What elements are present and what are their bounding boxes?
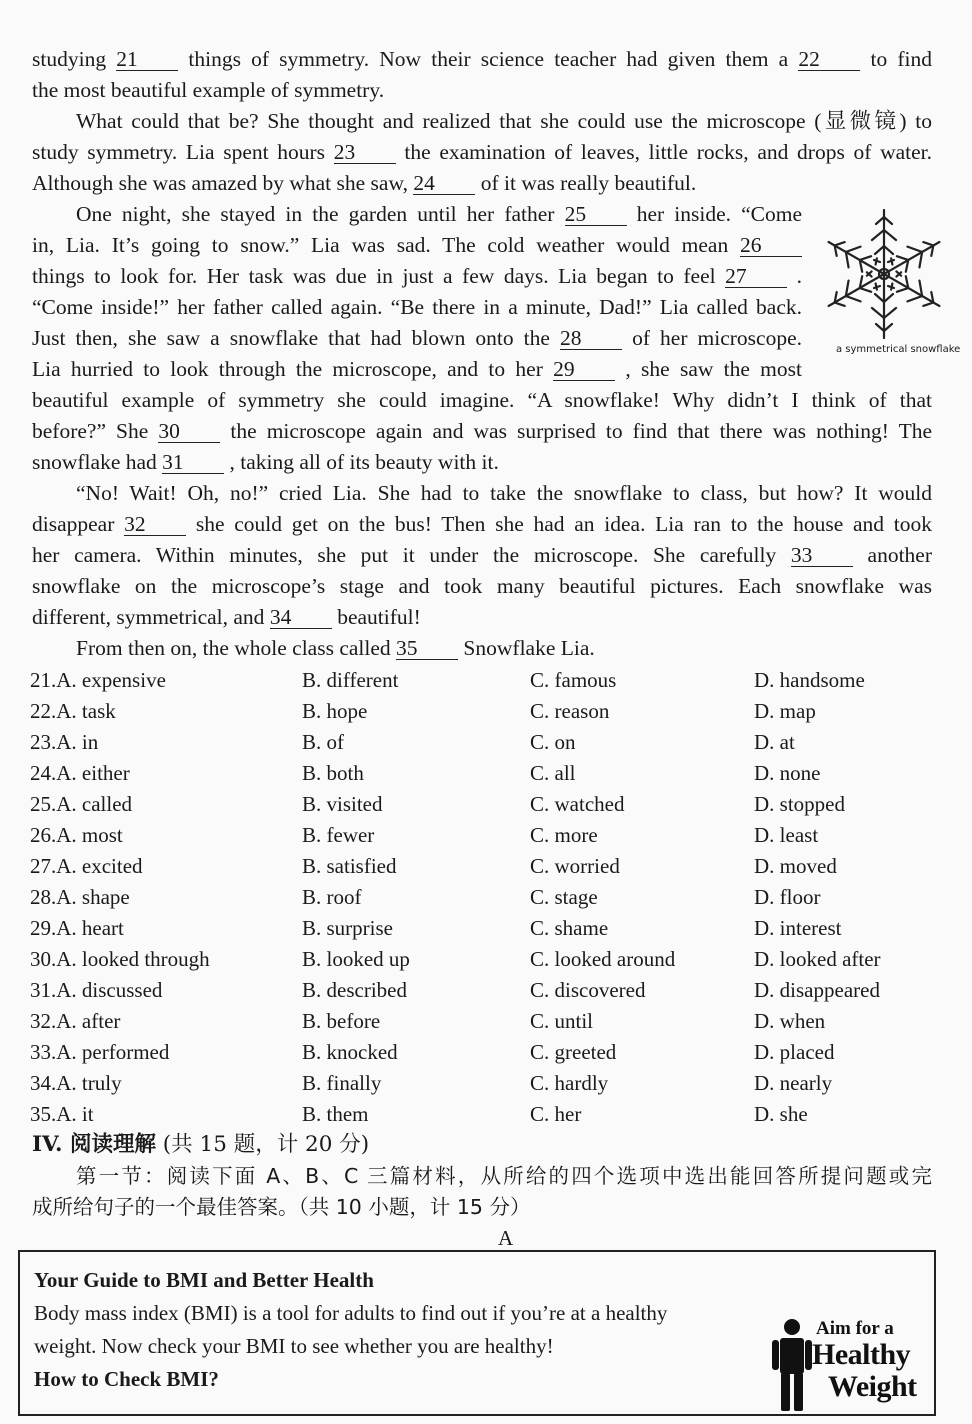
option-30-a: 30.A. looked through bbox=[30, 947, 210, 971]
option-32-c: C. until bbox=[530, 1009, 594, 1033]
option-27-b: B. satisfied bbox=[302, 854, 397, 878]
option-35-b: B. them bbox=[302, 1102, 369, 1126]
option-33-b: B. knocked bbox=[302, 1040, 398, 1064]
passage-line-10: Just then, she saw a snowflake that had blown onto the 28 of her microscope. bbox=[32, 326, 803, 350]
option-25-c: C. watched bbox=[530, 792, 625, 816]
blank-25: 25 bbox=[565, 203, 627, 226]
passage-line-11: Lia hurried to look through the microscope, and to her 29 , she saw the most bbox=[32, 357, 802, 381]
healthy-weight-logo bbox=[770, 1318, 930, 1414]
logo-text-healthy: Healthy bbox=[812, 1338, 911, 1371]
passage-line-9: “Come inside!” her father called again. “Be there in a minute, Dad!” Lia called back. bbox=[32, 295, 802, 319]
blank-35: 35 bbox=[396, 637, 458, 660]
option-30-c: C. looked around bbox=[530, 947, 676, 971]
passage-letter: A bbox=[498, 1226, 514, 1250]
option-29-a: 29.A. heart bbox=[30, 916, 124, 940]
option-31-d: D. disappeared bbox=[754, 978, 880, 1002]
option-21-b: B. different bbox=[302, 668, 399, 692]
passage-line-17: her camera. Within minutes, she put it under the microscope. She carefully 33 another bbox=[32, 543, 932, 567]
blank-33: 33 bbox=[791, 544, 853, 567]
blank-32: 32 bbox=[124, 513, 186, 536]
blank-22: 22 bbox=[798, 48, 860, 71]
option-33-a: 33.A. performed bbox=[30, 1040, 170, 1064]
option-35-c: C. her bbox=[530, 1102, 582, 1126]
option-29-b: B. surprise bbox=[302, 916, 393, 940]
option-30-b: B. looked up bbox=[302, 947, 410, 971]
passage-line-1: studying 21 things of symmetry. Now their science teacher had given them a 22 to find bbox=[32, 47, 933, 71]
blank-24: 24 bbox=[413, 172, 475, 195]
option-31-a: 31.A. discussed bbox=[30, 978, 163, 1002]
option-21-d: D. handsome bbox=[754, 668, 865, 692]
option-25-a: 25.A. called bbox=[30, 792, 133, 816]
option-34-c: C. hardly bbox=[530, 1071, 609, 1095]
option-25-d: D. stopped bbox=[754, 792, 845, 816]
option-27-d: D. moved bbox=[754, 854, 837, 878]
option-26-c: C. more bbox=[530, 823, 598, 847]
option-23-b: B. of bbox=[302, 730, 344, 754]
blank-29: 29 bbox=[553, 358, 615, 381]
option-28-d: D. floor bbox=[754, 885, 821, 909]
blank-23: 23 bbox=[334, 141, 396, 164]
option-24-d: D. none bbox=[754, 761, 821, 785]
option-26-a: 26.A. most bbox=[30, 823, 123, 847]
option-22-c: C. reason bbox=[530, 699, 610, 723]
option-27-c: C. worried bbox=[530, 854, 620, 878]
logo-text-aim: Aim for a bbox=[816, 1318, 894, 1339]
passage-line-8: things to look for. Her task was due in just a few days. Lia began to feel 27 . bbox=[32, 264, 802, 288]
bmi-subheading: How to Check BMI? bbox=[34, 1367, 219, 1391]
passage-line-16: disappear 32 she could get on the bus! Then she had an idea. Lia ran to the house and took bbox=[32, 512, 933, 536]
blank-30: 30 bbox=[158, 420, 220, 443]
blank-31: 31 bbox=[162, 451, 224, 474]
option-24-c: C. all bbox=[530, 761, 576, 785]
section-title: IV. 阅读理解 (共 15 题，计 20 分) bbox=[32, 1132, 370, 1157]
option-32-a: 32.A. after bbox=[30, 1009, 121, 1033]
blank-34: 34 bbox=[270, 606, 332, 629]
option-23-d: D. at bbox=[754, 730, 795, 754]
section-instruction-2: 成所给句子的一个最佳答案。（共 10 小题，计 15 分） bbox=[32, 1195, 531, 1219]
logo-text-weight: Weight bbox=[828, 1370, 917, 1403]
blank-28: 28 bbox=[560, 327, 622, 350]
option-32-b: B. before bbox=[302, 1009, 381, 1033]
option-23-a: 23.A. in bbox=[30, 730, 99, 754]
option-34-a: 34.A. truly bbox=[30, 1071, 122, 1095]
passage-line-13: before?” She 30 the microscope again and was surprised to find that there was nothing! The bbox=[32, 419, 933, 443]
passage-line-15: “No! Wait! Oh, no!” cried Lia. She had to take the snowflake to class, but how? It would bbox=[76, 481, 932, 505]
blank-26: 26 bbox=[740, 234, 802, 257]
passage-line-4: study symmetry. Lia spent hours 23 the examination of leaves, little rocks, and drops of water. bbox=[32, 140, 933, 164]
option-21-c: C. famous bbox=[530, 668, 617, 692]
option-25-b: B. visited bbox=[302, 792, 383, 816]
bmi-heading: Your Guide to BMI and Better Health bbox=[34, 1268, 374, 1292]
option-28-a: 28.A. shape bbox=[30, 885, 130, 909]
passage-line-19: different, symmetrical, and 34 beautiful! bbox=[32, 605, 421, 629]
option-31-c: C. discovered bbox=[530, 978, 646, 1002]
passage-line-2: the most beautiful example of symmetry. bbox=[32, 78, 385, 102]
option-29-c: C. shame bbox=[530, 916, 609, 940]
option-22-d: D. map bbox=[754, 699, 816, 723]
option-29-d: D. interest bbox=[754, 916, 842, 940]
bmi-line-2: weight. Now check your BMI to see whether you are healthy! bbox=[34, 1334, 554, 1358]
option-22-b: B. hope bbox=[302, 699, 368, 723]
option-33-c: C. greeted bbox=[530, 1040, 617, 1064]
passage-line-14: snowflake had 31 , taking all of its beauty with it. bbox=[32, 450, 499, 474]
snowflake-caption: a symmetrical snowflake bbox=[836, 344, 961, 355]
option-28-b: B. roof bbox=[302, 885, 362, 909]
option-21-a: 21.A. expensive bbox=[30, 668, 166, 692]
option-27-a: 27.A. excited bbox=[30, 854, 143, 878]
passage-line-12: beautiful example of symmetry she could imagine. “A snowflake! Why didn’t I think of that bbox=[32, 388, 932, 412]
option-32-d: D. when bbox=[754, 1009, 826, 1033]
option-33-d: D. placed bbox=[754, 1040, 835, 1064]
passage-line-18: snowflake on the microscope’s stage and took many beautiful pictures. Each snowflake was bbox=[32, 574, 932, 598]
blank-21: 21 bbox=[116, 48, 178, 71]
option-31-b: B. described bbox=[302, 978, 407, 1002]
blank-27: 27 bbox=[725, 265, 787, 288]
option-34-d: D. nearly bbox=[754, 1071, 833, 1095]
option-24-b: B. both bbox=[302, 761, 364, 785]
passage-line-6: One night, she stayed in the garden until her father 25 her inside. “Come bbox=[76, 202, 803, 226]
passage-line-5: Although she was amazed by what she saw, 24 of it was really beautiful. bbox=[32, 171, 697, 195]
option-35-d: D. she bbox=[754, 1102, 808, 1126]
section-instruction-1: 第一节：阅读下面 A、B、C 三篇材料，从所给的四个选项中选出能回答所提问题或完 bbox=[76, 1164, 932, 1188]
option-22-a: 22.A. task bbox=[30, 699, 116, 723]
bmi-line-1: Body mass index (BMI) is a tool for adults to find out if you’re at a healthy bbox=[34, 1301, 668, 1325]
passage-line-20: From then on, the whole class called 35 Snowflake Lia. bbox=[76, 636, 595, 660]
snowflake-icon bbox=[826, 204, 942, 344]
option-24-a: 24.A. either bbox=[30, 761, 130, 785]
option-26-d: D. least bbox=[754, 823, 819, 847]
passage-line-3: What could that be? She thought and realized that she could use the microscope (显微镜) to bbox=[76, 109, 932, 133]
person-icon bbox=[770, 1318, 814, 1412]
option-34-b: B. finally bbox=[302, 1071, 382, 1095]
option-26-b: B. fewer bbox=[302, 823, 375, 847]
option-23-c: C. on bbox=[530, 730, 576, 754]
option-30-d: D. looked after bbox=[754, 947, 881, 971]
option-35-a: 35.A. it bbox=[30, 1102, 94, 1126]
passage-line-7: in, Lia. It’s going to snow.” Lia was sad. The cold weather would mean 26 bbox=[32, 230, 802, 261]
option-28-c: C. stage bbox=[530, 885, 598, 909]
